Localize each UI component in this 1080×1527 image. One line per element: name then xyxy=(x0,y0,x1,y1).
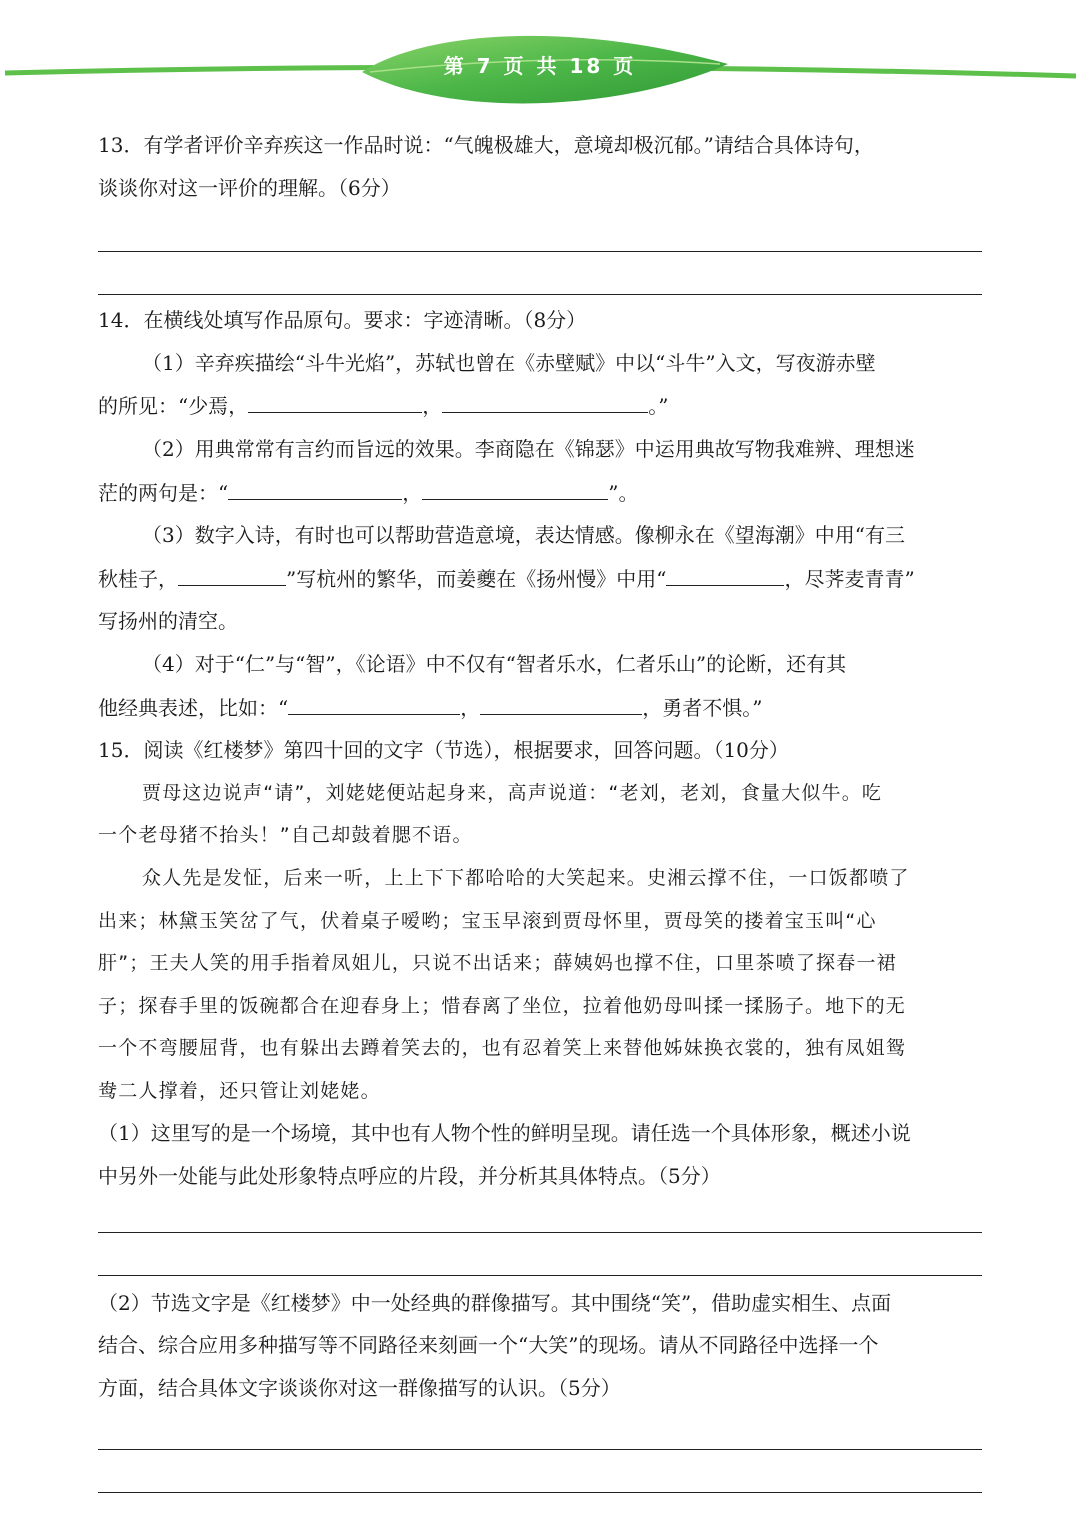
fill-blank[interactable] xyxy=(288,686,460,715)
text: 。” xyxy=(648,394,669,419)
q15-sub2-line1: （2）节选文字是《红楼梦》中一处经典的群像描写。其中围绕“笑”，借助虚实相生、点面 xyxy=(98,1290,892,1315)
q13-line2: 谈谈你对这一评价的理解。（6分） xyxy=(98,175,401,200)
passage-line: 众人先是发怔，后来一听，上上下下都哈哈的大笑起来。史湘云撑不住，一口饭都喷了 xyxy=(142,866,910,889)
text: 茫的两句是：“ xyxy=(98,480,229,505)
fill-blank[interactable] xyxy=(442,384,648,413)
text: ， xyxy=(460,695,481,720)
q14-p2-line2 xyxy=(98,471,984,515)
q15-title: 15．阅读《红楼梦》第四十回的文字（节选），根据要求，回答问题。（10分） xyxy=(98,738,789,763)
passage-line: 子；探春手里的饭碗都合在迎春身上；惜春离了坐位，拉着他奶母叫揉一揉肠子。地下的无 xyxy=(98,994,907,1017)
passage-line: 贾母这边说声“请”，刘姥姥便站起身来，高声说道：“老刘，老刘，食量大似牛。吃 xyxy=(142,781,883,804)
fill-blank[interactable] xyxy=(178,557,286,586)
fill-blank[interactable] xyxy=(666,557,784,586)
fill-blank[interactable] xyxy=(228,471,402,500)
text: 他经典表述，比如：“ xyxy=(98,695,289,720)
answer-line[interactable] xyxy=(98,1409,982,1450)
q15-sub2-line2: 结合、综合应用多种描写等不同路径来刻画一个“大笑”的现场。请从不同路径中选择一个 xyxy=(98,1333,879,1358)
answer-line[interactable] xyxy=(98,1450,982,1493)
q15-passage xyxy=(98,772,984,1113)
answer-line[interactable] xyxy=(98,1233,982,1276)
text: ， xyxy=(402,480,423,505)
page-number-label: 第 7 页 共 18 页 xyxy=(443,54,637,78)
answer-line[interactable] xyxy=(98,209,982,252)
q14-title: 14．在横线处填写作品原句。要求：字迹清晰。（8分） xyxy=(98,308,587,333)
text: 的所见：“少焉， xyxy=(98,394,249,419)
q14-p1-line2 xyxy=(98,384,984,428)
answer-line[interactable] xyxy=(98,1198,982,1233)
passage-line: 出来；林黛玉笑岔了气，伏着桌子嗳哟；宝玉早滚到贾母怀里，贾母笑的搂着宝玉叫“心 xyxy=(98,909,877,932)
fill-blank[interactable] xyxy=(248,384,422,413)
q15-sub1-line1: （1）这里写的是一个场境，其中也有人物个性的鲜明呈现。请任选一个具体形象，概述小说 xyxy=(98,1121,911,1146)
passage-line: 肝”；王夫人笑的用手指着凤姐儿，只说不出话来；薛姨妈也撑不住，口里茶喷了探春一裙 xyxy=(98,952,897,975)
text: ”写杭州的繁华，而姜夔在《扬州慢》中用“ xyxy=(286,566,667,591)
text: ”。 xyxy=(608,480,639,505)
fill-blank[interactable] xyxy=(422,471,608,500)
text: ，尽荠麦青青” xyxy=(784,566,915,591)
passage-line: 一个不弯腰屈背，也有躲出去蹲着笑去的，也有忍着笑上来替他姊妹换衣裳的，独有凤姐鸳 xyxy=(98,1037,907,1060)
passage-line: 鸯二人撑着，还只管让刘姥姥。 xyxy=(98,1079,381,1102)
q14-p3-line3: 写扬州的清空。 xyxy=(98,609,238,634)
fill-blank[interactable] xyxy=(480,686,642,715)
q15-sub2-line3: 方面，结合具体文字谈谈你对这一群像描写的认识。（5分） xyxy=(98,1375,621,1400)
q14-p1-line1: （1）辛弃疾描绘“斗牛光焰”，苏轼也曾在《赤壁赋》中以“斗牛”入文，写夜游赤壁 xyxy=(142,350,876,375)
q14-p2-line1: （2）用典常常有言约而旨远的效果。李商隐在《锦瑟》中运用典故写物我难辨、理想迷 xyxy=(142,436,915,461)
q14-p4-line1: （4）对于“仁”与“智”，《论语》中不仅有“智者乐水，仁者乐山”的论断，还有其 xyxy=(142,651,847,676)
passage-line: 一个老母猪不抬头！”自己却鼓着腮不语。 xyxy=(98,824,473,847)
text: 秋桂子， xyxy=(98,566,178,591)
exam-content xyxy=(98,124,984,1493)
q14-p3-line1: （3）数字入诗，有时也可以帮助营造意境，表达情感。像柳永在《望海潮》中用“有三 xyxy=(142,523,905,548)
answer-line[interactable] xyxy=(98,252,982,295)
q14-p3-line2 xyxy=(98,557,984,601)
text: ，勇者不惧。” xyxy=(642,695,763,720)
text: ， xyxy=(422,394,443,419)
q15-sub1-line2: 中另外一处能与此处形象特点呼应的片段，并分析其具体特点。（5分） xyxy=(98,1164,721,1189)
q14-p4-line2 xyxy=(98,686,984,730)
q13-line1: 13．有学者评价辛弃疾这一作品时说：“气魄极雄大，意境却极沉郁。”请结合具体诗句， xyxy=(98,133,874,157)
page-header xyxy=(0,0,1080,120)
